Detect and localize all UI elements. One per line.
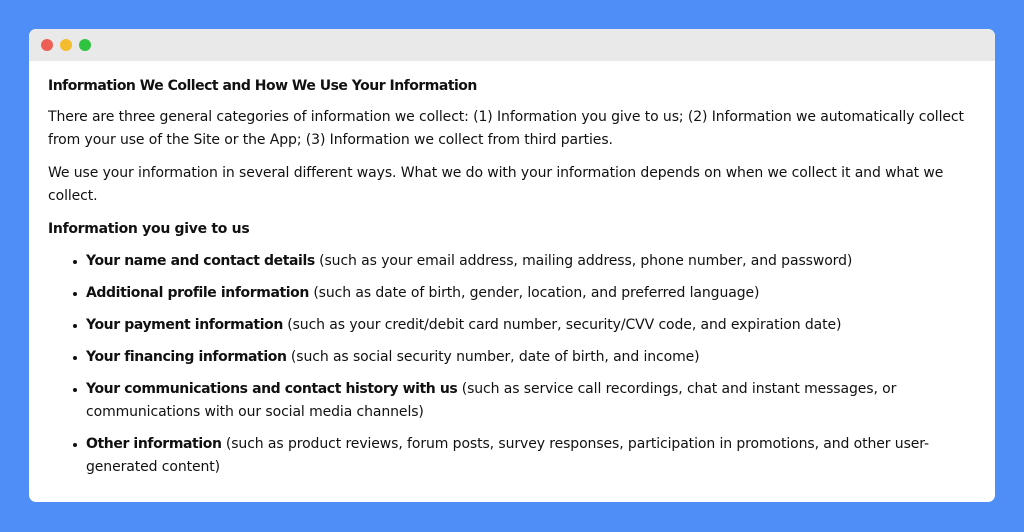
- minimize-window-icon[interactable]: [60, 39, 72, 51]
- window-titlebar: [29, 29, 995, 61]
- list-item: [86, 433, 983, 479]
- document-content: [48, 75, 983, 488]
- paragraph-categories: There are three general categories of information we collect: (1) Information you give to us; (2) Information we automatically collect from your use of the Site or the App; (3) Information we collect from third parties.: [48, 109, 964, 148]
- list-item: [86, 346, 983, 369]
- list-item-detail: (such as service call recordings, chat and instant messages, or communications with our social media channels): [86, 381, 897, 420]
- list-item-title: Your communications and contact history with us: [86, 381, 458, 397]
- browser-window: [29, 29, 995, 502]
- information-list: [48, 250, 983, 479]
- list-item-title: Your name and contact details: [86, 253, 315, 269]
- list-item-detail: (such as your email address, mailing address, phone number, and password): [314, 253, 853, 269]
- paragraph-usage: We use your information in several different ways. What we do with your information depends on when we collect it and what we collect.: [48, 165, 944, 204]
- list-item-detail: (such as date of birth, gender, location, and preferred language): [308, 285, 760, 301]
- list-item-detail: (such as your credit/debit card number, security/CVV code, and expiration date): [282, 317, 842, 333]
- list-item-title: Your payment information: [86, 317, 283, 333]
- list-item-title: Additional profile information: [86, 285, 309, 301]
- list-item: [86, 314, 983, 337]
- list-item: [86, 250, 983, 273]
- close-window-icon[interactable]: [41, 39, 53, 51]
- list-item: [86, 378, 983, 424]
- list-item-detail: (such as product reviews, forum posts, survey responses, participation in promotions, and other user-generated content): [86, 436, 930, 475]
- list-item-title: Other information: [86, 436, 222, 452]
- list-item-title: Your financing information: [86, 349, 287, 365]
- list-item-detail: (such as social security number, date of birth, and income): [286, 349, 700, 365]
- subsection-heading: Information you give to us: [48, 221, 250, 237]
- section-heading: Information We Collect and How We Use Your Information: [48, 78, 477, 94]
- maximize-window-icon[interactable]: [79, 39, 91, 51]
- list-item: [86, 282, 983, 305]
